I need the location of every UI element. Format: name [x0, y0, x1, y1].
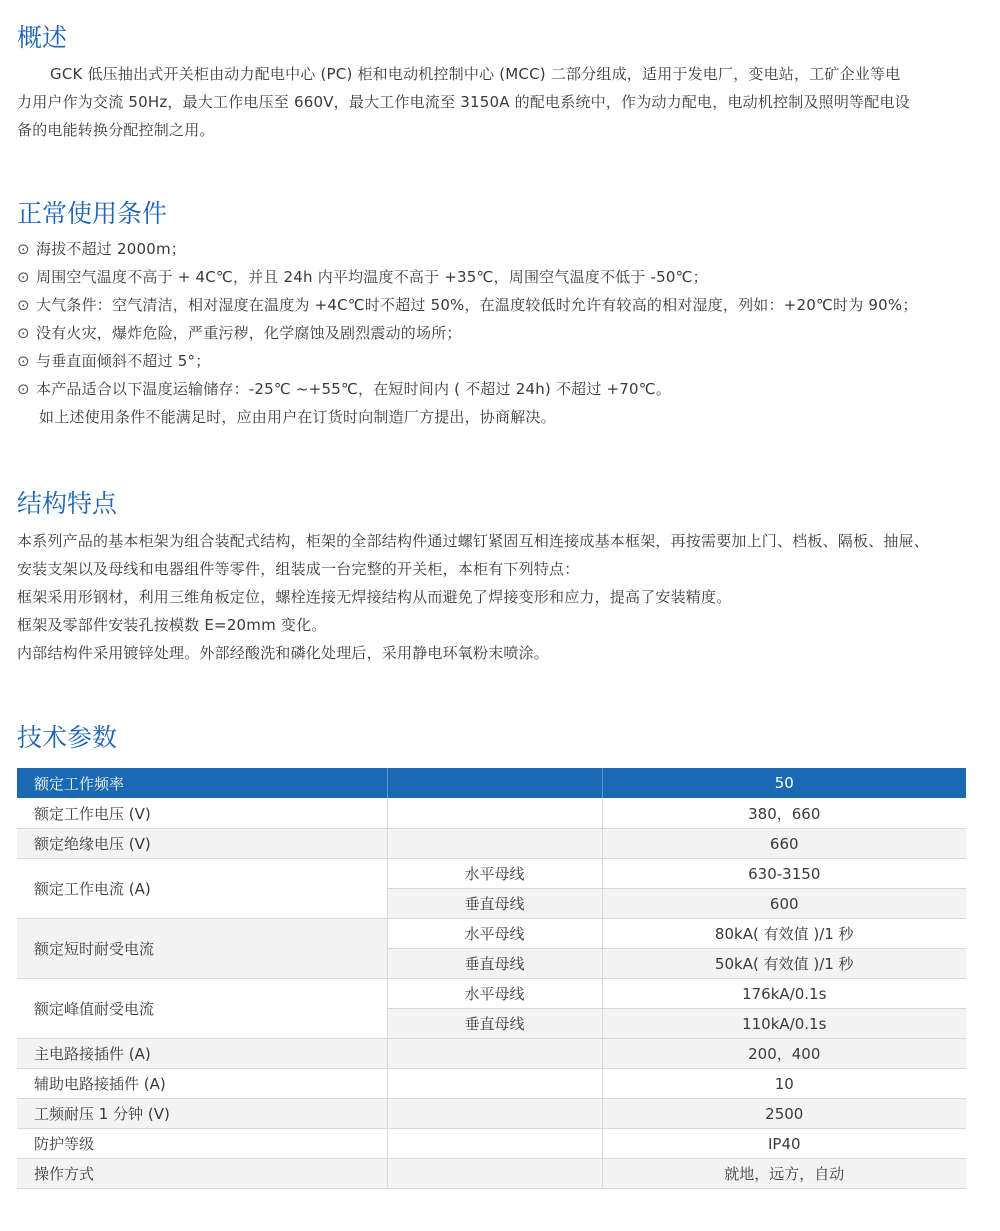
overview-line-2: 力用户作为交流 50Hz，最大工作电压至 660V，最大工作电流至 3150A 的配电系统中，作为动力配电，电动机控制及照明等配电设: [17, 93, 910, 111]
structure-line-3: 框架采用形钢材，利用三维角板定位，螺栓连接无焊接结构从而避免了焊接变形和应力，提高了安装精度。: [17, 588, 732, 606]
param-value: 10: [602, 1069, 966, 1099]
param-value: 就地，远方，自动: [602, 1159, 966, 1189]
param-value: 176kA/0.1s: [602, 979, 966, 1009]
overview-paragraph: [17, 60, 967, 144]
condition-text: 周围空气温度不高于 + 4C℃，并且 24h 内平均温度不高于 +35℃，周围空气温度不低于 -50℃；: [36, 268, 708, 286]
table-row: [17, 1039, 966, 1069]
table-header-row: [17, 768, 966, 799]
table-row: [17, 1069, 966, 1099]
structure-line-4: 框架及零部件安装孔按模数 E=20mm 变化。: [17, 616, 327, 634]
param-value: 110kA/0.1s: [602, 1009, 966, 1039]
structure-title: 结构特点: [17, 489, 118, 518]
condition-text: 海拔不超过 2000m；: [36, 240, 186, 258]
table-row: [17, 1159, 966, 1189]
list-item: [17, 291, 967, 319]
param-value: 600: [602, 889, 966, 919]
conditions-list: [17, 235, 967, 431]
param-name: 主电路接插件 (A): [17, 1039, 387, 1069]
specs-title: 技术参数: [17, 723, 118, 752]
param-sub: [387, 1159, 602, 1189]
specs-table: [17, 768, 966, 1189]
table-row: [17, 859, 966, 889]
condition-text: 与垂直面倾斜不超过 5°；: [36, 352, 211, 370]
param-name: 额定峰值耐受电流: [17, 979, 387, 1039]
list-item: [17, 375, 967, 403]
circle-dot-icon: ⊙: [17, 380, 30, 398]
param-sub: [387, 1039, 602, 1069]
param-name: 操作方式: [17, 1159, 387, 1189]
list-item: [17, 263, 967, 291]
table-row: [17, 1099, 966, 1129]
conditions-note: 如上述使用条件不能满足时，应由用户在订货时向制造厂方提出，协商解决。: [39, 408, 556, 426]
param-value: 50kA( 有效值 )/1 秒: [602, 949, 966, 979]
param-value: 50: [602, 768, 966, 799]
param-value: 660: [602, 829, 966, 859]
param-sub: 垂直母线: [387, 889, 602, 919]
condition-text: 本产品适合以下温度运输储存：-25℃ ~+55℃，在短时间内 ( 不超过 24h) 不超过 +70℃。: [36, 380, 672, 398]
circle-dot-icon: ⊙: [17, 324, 30, 342]
param-value: 2500: [602, 1099, 966, 1129]
table-row: [17, 979, 966, 1009]
param-value: 380，660: [602, 799, 966, 829]
table-row: [17, 829, 966, 859]
param-name: 额定工作电流 (A): [17, 859, 387, 919]
param-sub: [387, 829, 602, 859]
table-row: [17, 799, 966, 829]
param-sub: 水平母线: [387, 919, 602, 949]
structure-line-5: 内部结构件采用镀锌处理。外部经酸洗和磷化处理后，采用静电环氧粉末喷涂。: [17, 644, 550, 662]
list-item: [17, 319, 967, 347]
list-item: [17, 347, 967, 375]
condition-text: 没有火灾，爆炸危险，严重污秽，化学腐蚀及剧烈震动的场所；: [36, 324, 462, 342]
circle-dot-icon: ⊙: [17, 352, 30, 370]
param-value: 200，400: [602, 1039, 966, 1069]
param-value: IP40: [602, 1129, 966, 1159]
param-sub: [387, 1129, 602, 1159]
param-name: 额定绝缘电压 (V): [17, 829, 387, 859]
overview-title: 概述: [17, 23, 68, 52]
structure-line-2: 安装支架以及母线和电器组件等零件，组装成一台完整的开关柜，本柜有下列特点：: [17, 560, 580, 578]
overview-line-1: GCK 低压抽出式开关柜由动力配电中心 (PC) 柜和电动机控制中心 (MCC) 二部分组成，适用于发电厂，变电站，工矿企业等电: [50, 65, 901, 83]
param-sub: [387, 1099, 602, 1129]
param-name: 工频耐压 1 分钟 (V): [17, 1099, 387, 1129]
structure-paragraph: [17, 527, 967, 667]
param-sub: 水平母线: [387, 979, 602, 1009]
list-item: [17, 235, 967, 263]
conditions-title: 正常使用条件: [17, 199, 168, 228]
structure-line-1: 本系列产品的基本柜架为组合装配式结构，柜架的全部结构件通过螺钉紧固互相连接成基本框架，再按需要加上门、档板、隔板、抽屉、: [17, 532, 930, 550]
param-value: 80kA( 有效值 )/1 秒: [602, 919, 966, 949]
param-value: 630-3150: [602, 859, 966, 889]
param-name: 辅助电路接插件 (A): [17, 1069, 387, 1099]
param-sub: [387, 799, 602, 829]
param-name: 额定短时耐受电流: [17, 919, 387, 979]
circle-dot-icon: ⊙: [17, 268, 30, 286]
param-sub: [387, 768, 602, 799]
param-sub: 垂直母线: [387, 1009, 602, 1039]
param-sub: 水平母线: [387, 859, 602, 889]
condition-text: 大气条件：空气清洁，相对湿度在温度为 +4C℃时不超过 50%，在温度较低时允许有较高的相对湿度，列如：+20℃时为 90%；: [36, 296, 918, 314]
param-sub: [387, 1069, 602, 1099]
overview-line-3: 备的电能转换分配控制之用。: [17, 121, 215, 139]
table-row: [17, 1129, 966, 1159]
param-sub: 垂直母线: [387, 949, 602, 979]
param-name: 额定工作电压 (V): [17, 799, 387, 829]
circle-dot-icon: ⊙: [17, 296, 30, 314]
table-row: [17, 919, 966, 949]
param-name: 额定工作频率: [17, 768, 387, 799]
circle-dot-icon: ⊙: [17, 240, 30, 258]
param-name: 防护等级: [17, 1129, 387, 1159]
